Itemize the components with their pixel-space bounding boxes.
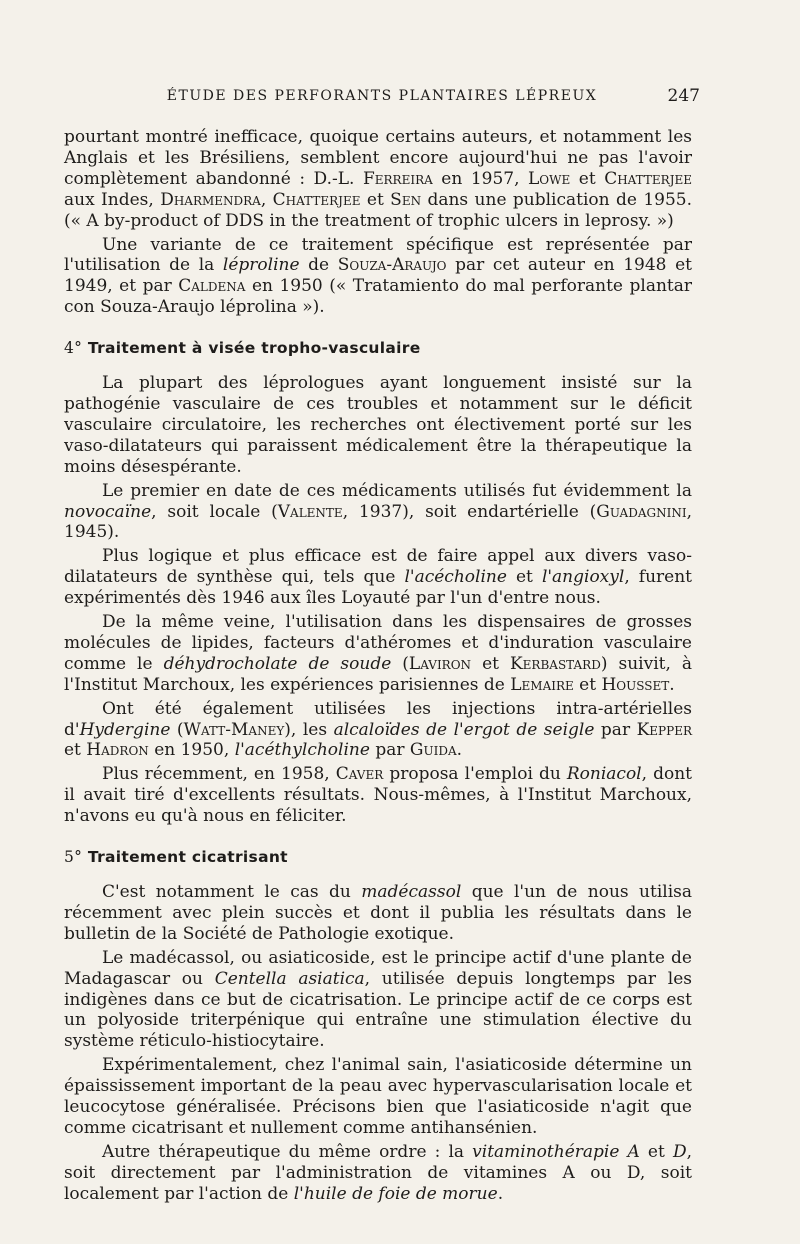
page-number: 247 [667,86,700,106]
paragraph-8: Plus récemment, en 1958, Caver proposa l'emploi du Roniacol, dont il avait tiré d'excellents résultats. Nous-mêmes, à l'Institut Marchoux, n'avons eu qu'à nous en féliciter. [64,764,692,827]
paragraph-7: Ont été également utilisées les injections intra-artérielles d'Hydergine (Watt-Maney), les alcaloïdes de l'ergot de seigle par Kepper et Hadron en 1950, l'acéthylcholine par Guida. [64,698,692,761]
paragraph-1: pourtant montré inefficace, quoique certains auteurs, et notamment les Anglais et les Brésiliens, semblent encore aujourd'hui ne pas l'avoir complètement abandonné : D.-L. Ferreira en 1957, Lowe et Chatterjee aux Indes, Dharmendra, Chatterjee et Sen dans une publication de 1955. (« A by-product of DDS in the treatment of trophic ulcers in leprosy. ») [64,127,693,231]
running-head [64,88,700,112]
paragraph-11: Expérimentalement, chez l'animal sain, l'asiaticoside détermine un épaississement important de la peau avec hypervascularisation locale et leucocytose généralisée. Précisons bien que l'asiaticoside n'agit que comme cicatrisant et nullement comme antihansénien. [64,1055,692,1138]
paragraph-10: Le madécassol, ou asiaticoside, est le principe actif d'une plante de Madagascar ou Centella asiatica, utilisée depuis longtemps par les indigènes dans ce but de cicatrisation. Le principe actif de ce corps est un polyoside triterpénique qui entraîne une stimulation élective du système réticulo-histiocytaire. [64,947,692,1052]
running-title: ÉTUDE DES PERFORANTS PLANTAIRES LÉPREUX [166,88,598,104]
paragraph-5: Plus logique et plus efficace est de faire appel aux divers vaso-dilatateurs de synthèse qui, tels que l'acécholine et l'angioxyl, furent expérimentés dès 1946 aux îles Loyauté par l'un d'entre nous. [64,546,693,609]
paragraph-4: Le premier en date de ces médicaments utilisés fut évidemment la novocaïne, soit locale (Valente, 1937), soit endartérielle (Guadagnini, 1945). [64,480,692,543]
paragraph-3: La plupart des léprologues ayant longuement insisté sur la pathogénie vasculaire de ces troubles et notamment sur le déficit vasculaire circulatoire, les recherches ont électivement porté sur les vaso-dilatateurs qui paraissent médicalement être la thérapeutique la moins désespérante. [64,373,692,477]
paragraph-12: Autre thérapeutique du même ordre : la vitaminothérapie A et D, soit directement par l'administration de vitamines A ou D, soit localement par l'action de l'huile de foie de morue. [64,1141,692,1204]
section-heading-4: 4° Traitement à visée tropho-vasculaire [64,339,421,358]
section-heading-5: 5° Traitement cicatrisant [64,848,288,867]
paragraph-9: C'est notamment le cas du madécassol que l'un de nous utilisa récemment avec plein succès et dont il publia les résultats dans le bulletin de la Société de Pathologie exotique. [64,882,692,944]
paragraph-6: De la même veine, l'utilisation dans les dispensaires de grosses molécules de lipides, facteurs d'athéromes et d'induration vasculaire comme le déhydrocholate de soude (Laviron et Kerbastard) suivit, à l'Institut Marchoux, les expériences parisiennes de Lemaire et Housset. [64,612,692,695]
paragraph-2: Une variante de ce traitement spécifique est représentée par l'utilisation de la léproline de Souza-Araujo par cet auteur en 1948 et 1949, et par Caldena en 1950 (« Tratamiento do mal perforante plantar con Souza-Araujo léprolina »). [64,234,692,318]
body-text [64,127,692,1205]
